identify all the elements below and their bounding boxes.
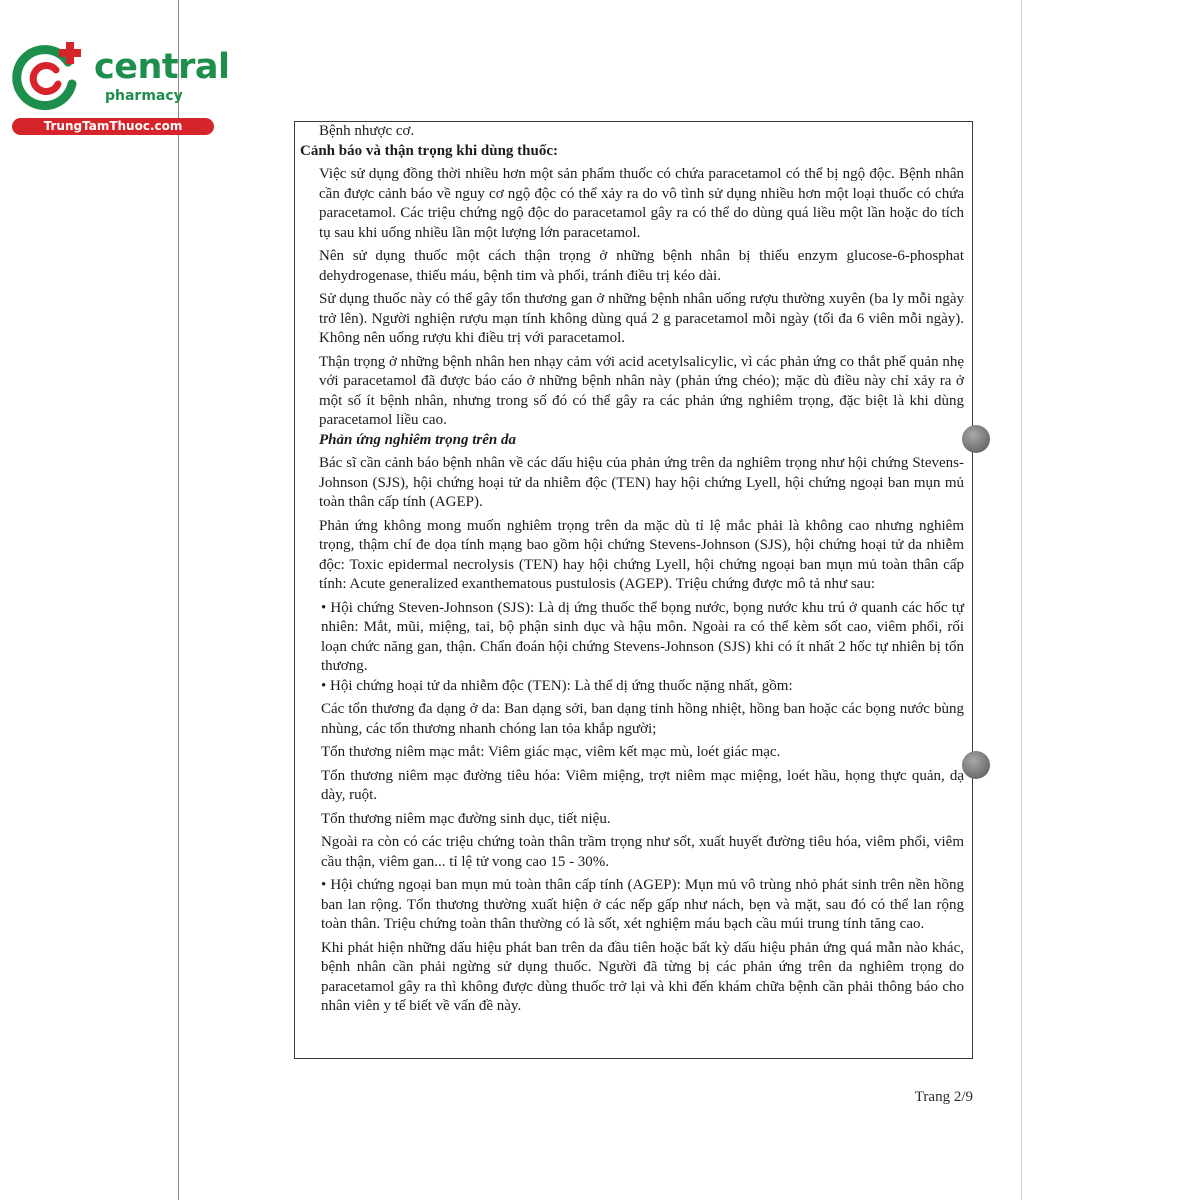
paragraph: Tổn thương niêm mạc đường tiêu hóa: Viêm miệng, trợt niêm mạc miệng, loét hầu, họng thực quản, dạ dày, ruột. <box>321 767 964 803</box>
list-item: • Hội chứng Steven-Johnson (SJS): Là dị ứng thuốc thể bọng nước, bọng nước khu trú ở quanh các hốc tự nhiên: Mắt, mũi, miệng, tai, bộ phận sinh dục và hậu môn. Ngoài ra có thể kèm sốt cao, viêm phổi, rối loạn chức năng gan, thận. Chẩn đoán hội chứng Stevens-Johnson (SJS) khi có ít nhất 2 hốc tự nhiên bị tổn thương. <box>321 599 964 674</box>
paragraph: Nên sử dụng thuốc một cách thận trọng ở những bệnh nhân bị thiếu enzym glucose-6-phosphat dehydrogenase, thiếu máu, bệnh tim và phổi, tránh điều trị kéo dài. <box>319 248 964 284</box>
paragraph: Khi phát hiện những dấu hiệu phát ban trên da đầu tiên hoặc bất kỳ dấu hiệu phản ứng quá mẫn nào khác, bệnh nhân cần phải ngừng sử dụng thuốc. Người đã từng bị các phản ứng trên da nghiêm trọng do paracetamol gây ra thì không được dùng thuốc trở lại và khi đến khám chữa bệnh cần phải thông báo cho nhân viên y tế biết về vấn đề này. <box>321 939 964 1014</box>
paragraph: Bác sĩ cần cảnh báo bệnh nhân về các dấu hiệu của phản ứng trên da nghiêm trọng như hội chứng Stevens-Johnson (SJS), hội chứng hoại tử da nhiễm độc (TEN) hay hội chứng Lyell, hội chứng ngoại ban mụn mủ toàn thân cấp tính (AGEP). <box>319 455 964 510</box>
page-number: Trang 2/9 <box>914 1089 973 1105</box>
central-pharmacy-mark-icon <box>12 40 84 112</box>
paragraph: Tổn thương niêm mạc đường sinh dục, tiết niệu. <box>321 810 611 827</box>
punch-hole <box>962 751 990 779</box>
paragraph: Việc sử dụng đồng thời nhiều hơn một sản phẩm thuốc có chứa paracetamol có thể bị ngộ độc. Bệnh nhân cần được cảnh báo về nguy cơ ngộ độc có thể xảy ra do vô tình sử dụng nhiều hơn một loại thuốc có chứa paracetamol. Các triệu chứng ngộ độc do paracetamol gây ra có thể do dùng quá liều một lần hoặc do tích tụ sau khi uống nhiều lần một lượng lớn paracetamol. <box>319 166 964 241</box>
paragraph: Sử dụng thuốc này có thể gây tổn thương gan ở những bệnh nhân uống rượu thường xuyên (ba ly mỗi ngày trở lên). Người nghiện rượu mạn tính không dùng quá 2 g paracetamol mỗi ngày (tối đa 6 viên mỗi ngày). Không nên uống rượu khi điều trị với paracetamol. <box>319 291 964 346</box>
list-item: • Hội chứng hoại tử da nhiễm độc (TEN): Là thể dị ứng thuốc nặng nhất, gồm: <box>321 677 793 694</box>
section-heading: Cảnh báo và thận trọng khi dùng thuốc: <box>300 142 558 159</box>
paragraph: Phản ứng không mong muốn nghiêm trọng trên da mặc dù tỉ lệ mắc phải là không cao nhưng nghiêm trọng, thậm chí đe dọa tính mạng bao gồm hội chứng Stevens-Johnson (SJS), hội chứng hoại tử da nhiễm độc: Toxic epidermal necrolysis (TEN) hay hội chứng Lyell, hội chứng ngoại ban mụn mủ toàn thân cấp tính: Acute generalized exanthematous pustulosis (AGEP). Triệu chứng được mô tả như sau: <box>319 517 964 592</box>
page-edge-right <box>1021 0 1022 1200</box>
paragraph: Tổn thương niêm mạc mắt: Viêm giác mạc, viêm kết mạc mù, loét giác mạc. <box>321 744 781 760</box>
content-box <box>294 121 973 1059</box>
page-edge-left <box>178 0 179 1200</box>
brand-name: central <box>94 47 230 87</box>
punch-hole <box>962 425 990 453</box>
paragraph: Bệnh nhược cơ. <box>319 123 415 139</box>
paragraph: Thận trọng ở những bệnh nhân hen nhạy cảm với acid acetylsalicylic, vì các phản ứng co thắt phế quản nhẹ với paracetamol đã được báo cáo ở những bệnh nhân này (phản ứng chéo); mặc dù điều này chỉ xảy ra ở một số ít bệnh nhân, nhưng trong số đó có thể gây ra các phản ứng nghiêm trọng, đặc biệt là khi dùng paracetamol liều cao. <box>319 353 964 428</box>
document-body <box>295 122 972 1017</box>
brand-url: TrungTamThuoc.com <box>12 118 214 135</box>
paragraph: Các tổn thương đa dạng ở da: Ban dạng sởi, ban dạng tinh hồng nhiệt, hồng ban hoặc các bọng nước bùng nhùng, các tổn thương nhanh chóng lan tỏa khắp người; <box>321 701 964 737</box>
paragraph: Ngoài ra còn có các triệu chứng toàn thân trầm trọng như sốt, xuất huyết đường tiêu hóa, viêm phổi, viêm cầu thận, viêm gan... tỉ lệ tử vong cao 15 - 30%. <box>321 834 964 870</box>
list-item: • Hội chứng ngoại ban mụn mủ toàn thân cấp tính (AGEP): Mụn mủ vô trùng nhỏ phát sinh trên nền hồng ban lan rộng. Tổn thương thường xuất hiện ở các nếp gấp như nách, bẹn và mặt, sau đó có thể lan rộng toàn thân. Triệu chứng toàn thân thường có là sốt, xét nghiệm máu bạch cầu múi trung tính tăng cao. <box>321 877 964 932</box>
central-pharmacy-logo[interactable] <box>8 36 230 136</box>
subsection-heading: Phản ứng nghiêm trọng trên da <box>319 431 516 448</box>
brand-subtitle: pharmacy <box>105 88 183 104</box>
